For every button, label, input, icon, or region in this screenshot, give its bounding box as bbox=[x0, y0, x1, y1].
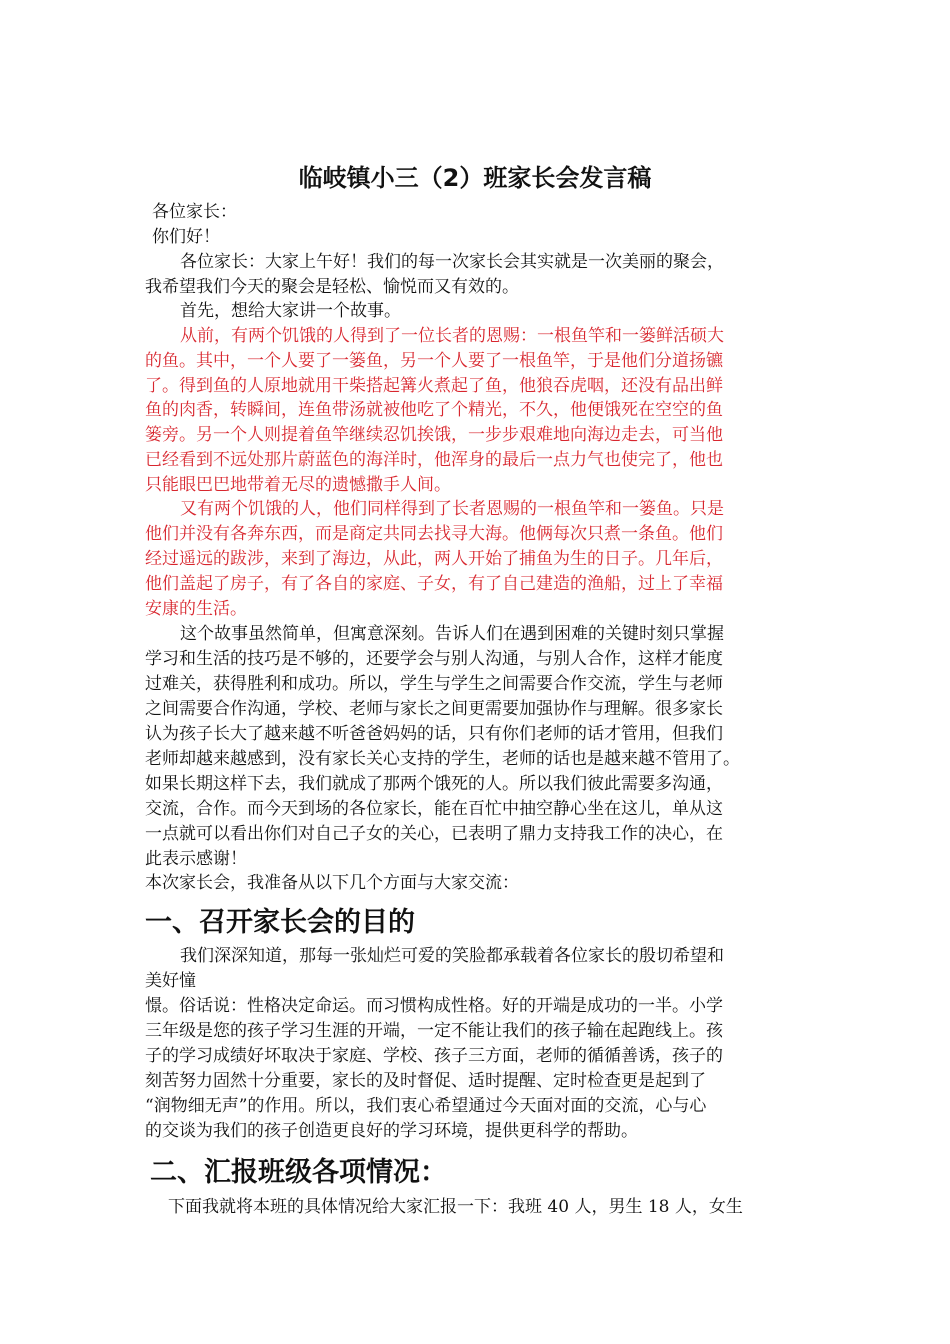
body-line: 此表示感谢！ bbox=[145, 849, 247, 869]
page-title: 临岐镇小三（2）班家长会发言稿 bbox=[298, 164, 652, 192]
body-line: 一点就可以看出你们对自己子女的关心，已表明了鼎力支持我工作的决心，在 bbox=[145, 824, 723, 844]
body-line: 之间需要合作沟通，学校、老师与家长之间更需要加强协作与理解。很多家长 bbox=[145, 699, 723, 719]
greeting-line: 你们好！ bbox=[152, 227, 220, 247]
story-line: 经过遥远的跋涉，来到了海边，从此，两人开始了捕鱼为生的日子。几年后， bbox=[145, 549, 723, 569]
section-heading: 二、汇报班级各项情况： bbox=[150, 1157, 447, 1188]
story-line: 他们并没有各奔东西，而是商定共同去找寻大海。他俩每次只煮一条鱼。他们 bbox=[145, 524, 723, 544]
body-line: 这个故事虽然简单，但寓意深刻。告诉人们在遇到困难的关键时刻只掌握 bbox=[180, 624, 724, 644]
section-heading: 一、召开家长会的目的 bbox=[145, 907, 415, 938]
greeting-line: 各位家长： bbox=[152, 202, 237, 222]
story-line: 了。得到鱼的人原地就用干柴搭起篝火煮起了鱼，他狼吞虎咽，还没有品出鲜 bbox=[145, 376, 723, 396]
intro-line: 各位家长：大家上午好！我们的每一次家长会其实就是一次美丽的聚会， bbox=[180, 252, 724, 272]
body-line: “润物细无声”的作用。所以，我们衷心希望通过今天面对面的交流，心与心 bbox=[145, 1096, 707, 1116]
body-line: 刻苦努力固然十分重要，家长的及时督促、适时提醒、定时检查更是起到了 bbox=[145, 1071, 706, 1091]
body-line: 下面我就将本班的具体情况给大家汇报一下：我班 40 人，男生 18 人，女生 bbox=[168, 1197, 743, 1217]
body-line: 本次家长会，我准备从以下几个方面与大家交流： bbox=[145, 873, 519, 893]
body-line: 如果长期这样下去，我们就成了那两个饿死的人。所以我们彼此需要多沟通， bbox=[145, 774, 723, 794]
intro-line: 首先，想给大家讲一个故事。 bbox=[180, 301, 401, 321]
body-line: 过难关，获得胜利和成功。所以，学生与学生之间需要合作交流，学生与老师 bbox=[145, 674, 723, 694]
story-line: 篓旁。另一个人则提着鱼竿继续忍饥挨饿，一步步艰难地向海边走去，可当他 bbox=[145, 425, 723, 445]
body-line: 美好憧 bbox=[145, 971, 196, 991]
story-line: 已经看到不远处那片蔚蓝色的海洋时，他浑身的最后一点力气也使完了，他也 bbox=[145, 450, 723, 470]
intro-line: 我希望我们今天的聚会是轻松、愉悦而又有效的。 bbox=[145, 277, 519, 297]
body-line: 我们深深知道，那每一张灿烂可爱的笑脸都承载着各位家长的殷切希望和 bbox=[180, 946, 724, 966]
story-line: 安康的生活。 bbox=[145, 599, 247, 619]
story-line: 从前，有两个饥饿的人得到了一位长者的恩赐：一根鱼竿和一篓鲜活硕大 bbox=[180, 326, 724, 346]
body-line: 学习和生活的技巧是不够的，还要学会与别人沟通，与别人合作，这样才能度 bbox=[145, 649, 723, 669]
body-line: 子的学习成绩好坏取决于家庭、学校、孩子三方面，老师的循循善诱，孩子的 bbox=[145, 1046, 723, 1066]
body-line: 三年级是您的孩子学习生涯的开端，一定不能让我们的孩子输在起跑线上。孩 bbox=[145, 1021, 723, 1041]
body-line: 的交谈为我们的孩子创造更良好的学习环境，提供更科学的帮助。 bbox=[145, 1121, 638, 1141]
story-line: 的鱼。其中，一个人要了一篓鱼，另一个人要了一根鱼竿，于是他们分道扬镳 bbox=[145, 351, 723, 371]
body-line: 认为孩子长大了越来越不听爸爸妈妈的话，只有你们老师的话才管用，但我们 bbox=[145, 724, 723, 744]
body-line: 交流，合作。而今天到场的各位家长，能在百忙中抽空静心坐在这儿，单从这 bbox=[145, 799, 723, 819]
story-line: 鱼的肉香，转瞬间，连鱼带汤就被他吃了个精光，不久，他便饿死在空空的鱼 bbox=[145, 400, 723, 420]
story-line: 他们盖起了房子，有了各自的家庭、子女，有了自己建造的渔船，过上了幸福 bbox=[145, 574, 723, 594]
body-line: 老师却越来越感到，没有家长关心支持的学生，老师的话也是越来越不管用了。 bbox=[145, 749, 740, 769]
body-line: 憬。俗话说：性格决定命运。而习惯构成性格。好的开端是成功的一半。小学 bbox=[145, 996, 723, 1016]
story-line: 又有两个饥饿的人，他们同样得到了长者恩赐的一根鱼竿和一篓鱼。只是 bbox=[180, 499, 724, 519]
story-line: 只能眼巴巴地带着无尽的遗憾撒手人间。 bbox=[145, 475, 451, 495]
